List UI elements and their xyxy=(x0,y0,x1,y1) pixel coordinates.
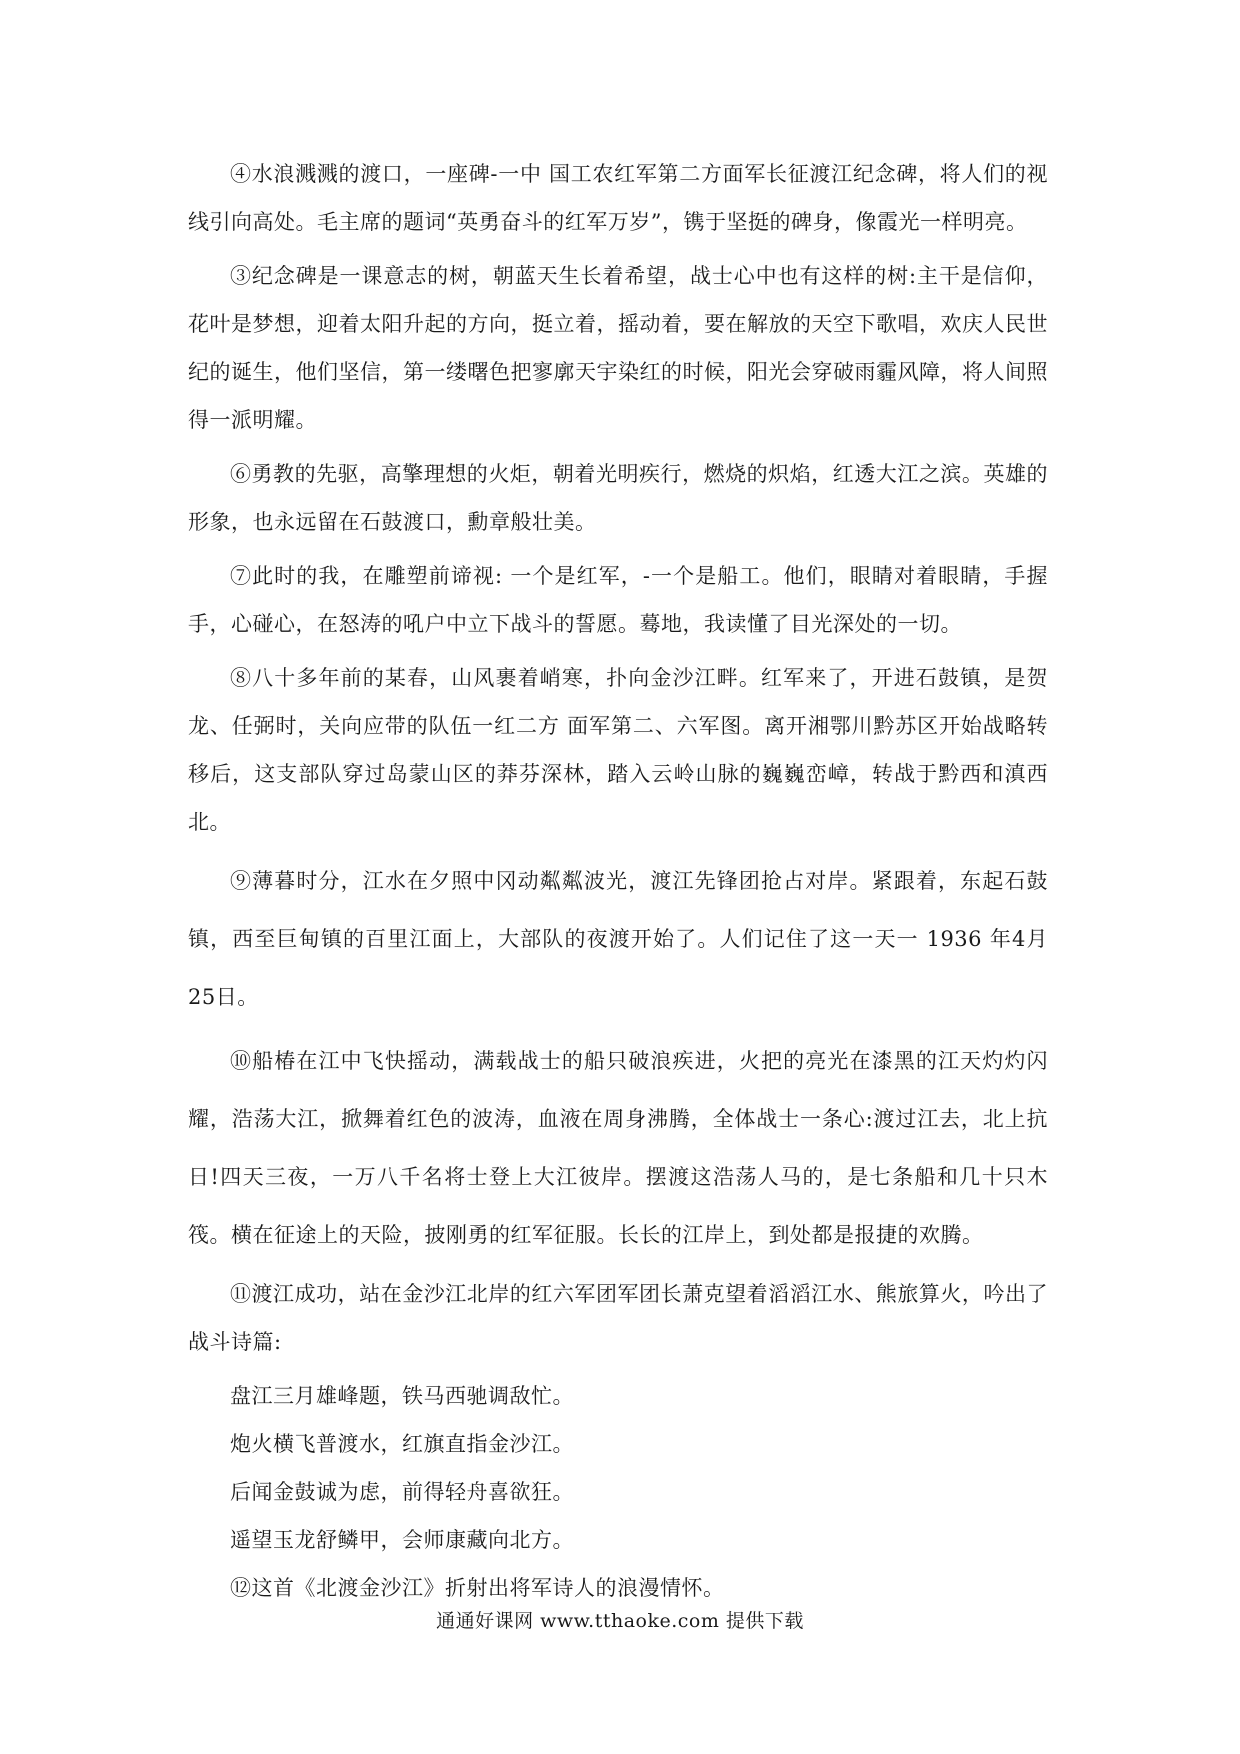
poem-line: 炮火横飞普渡水，红旗直指金沙江。 xyxy=(230,1432,574,1456)
poem-line: 盘江三月雄峰题，铁马西驰调敌忙。 xyxy=(230,1384,574,1408)
document-body xyxy=(188,150,1048,1618)
paragraph-8: ⑧八十多年前的某春，山风裹着峭寒，扑向金沙江畔。红军来了，开进石鼓镇，是贺龙、任弼时，关向应带的队伍一红二方 面军第二、六军图。离开湘鄂川黔苏区开始战略转移后，这支部队穿过岛蒙山区的莽芬深林，踏入云岭山脉的巍巍峦嶂，转战于黔西和滇西北。 xyxy=(188,666,1048,834)
paragraph-9: ⑨薄暮时分，江水在夕照中冈动粼粼波光，渡江先锋团抢占对岸。紧跟着，东起石鼓镇，西至巨甸镇的百里江面上，大部队的夜渡开始了。人们记住了这一天一 1936 年4月25日。 xyxy=(188,869,1048,1009)
paragraph-6: ⑥勇教的先驱，高擎理想的火炬，朝着光明疾行，燃烧的炽焰，红透大江之滨。英雄的形象，也永远留在石鼓渡口，勳章般壮美。 xyxy=(188,462,1048,534)
poem-line: 遥望玉龙舒鳞甲，会师康藏向北方。 xyxy=(230,1528,574,1552)
page-footer: 通通好课网 www.tthaoke.com 提供下载 xyxy=(436,1610,804,1632)
paragraph-4: ④水浪溅溅的渡口，一座碑-一中 国工农红军第二方面军长征渡江纪念碑，将人们的视线引向高处。毛主席的题词“英勇奋斗的红军万岁”，镌于坚挺的碑身，像霞光一样明亮。 xyxy=(188,162,1048,234)
paragraph-5: ③纪念碑是一课意志的树，朝蓝天生长着希望，战士心中也有这样的树:主干是信仰，花叶是梦想，迎着太阳升起的方向，挺立着，摇动着，要在解放的天空下歌唱，欢庆人民世纪的诞生，他们坚信，第一缕曙色把寥廓天宇染红的时候，阳光会穿破雨霾风障，将人间照得一派明耀。 xyxy=(188,264,1048,432)
poem xyxy=(188,1372,1048,1564)
paragraph-12: ⑫这首《北渡金沙江》折射出将军诗人的浪漫情怀。 xyxy=(230,1576,725,1600)
paragraph-7: ⑦此时的我，在雕塑前谛视: 一个是红军，-一个是船工。他们，眼睛对着眼睛，手握手，心碰心，在怒涛的吼户中立下战斗的誓愿。蓦地，我读懂了目光深处的一切。 xyxy=(188,564,1048,636)
paragraph-11: ⑪渡江成功，站在金沙江北岸的红六军团军团长萧克望着滔滔江水、熊旅算火，吟出了战斗诗篇: xyxy=(188,1282,1048,1354)
poem-line: 后闻金鼓诚为虑，前得轻舟喜欲狂。 xyxy=(230,1480,574,1504)
paragraph-10: ⑩船椿在江中飞快摇动，满载战士的船只破浪疾进，火把的亮光在漆黑的江天灼灼闪耀，浩荡大江，掀舞着红色的波涛，血液在周身沸腾，全体战士一条心:渡过江去，北上抗日!四天三夜，一万八千名将士登上大江彼岸。摆渡这浩荡人马的，是七条船和几十只木筏。横在征途上的天险，披刚勇的红军征服。长长的江岸上，到处都是报捷的欢腾。 xyxy=(188,1049,1048,1247)
